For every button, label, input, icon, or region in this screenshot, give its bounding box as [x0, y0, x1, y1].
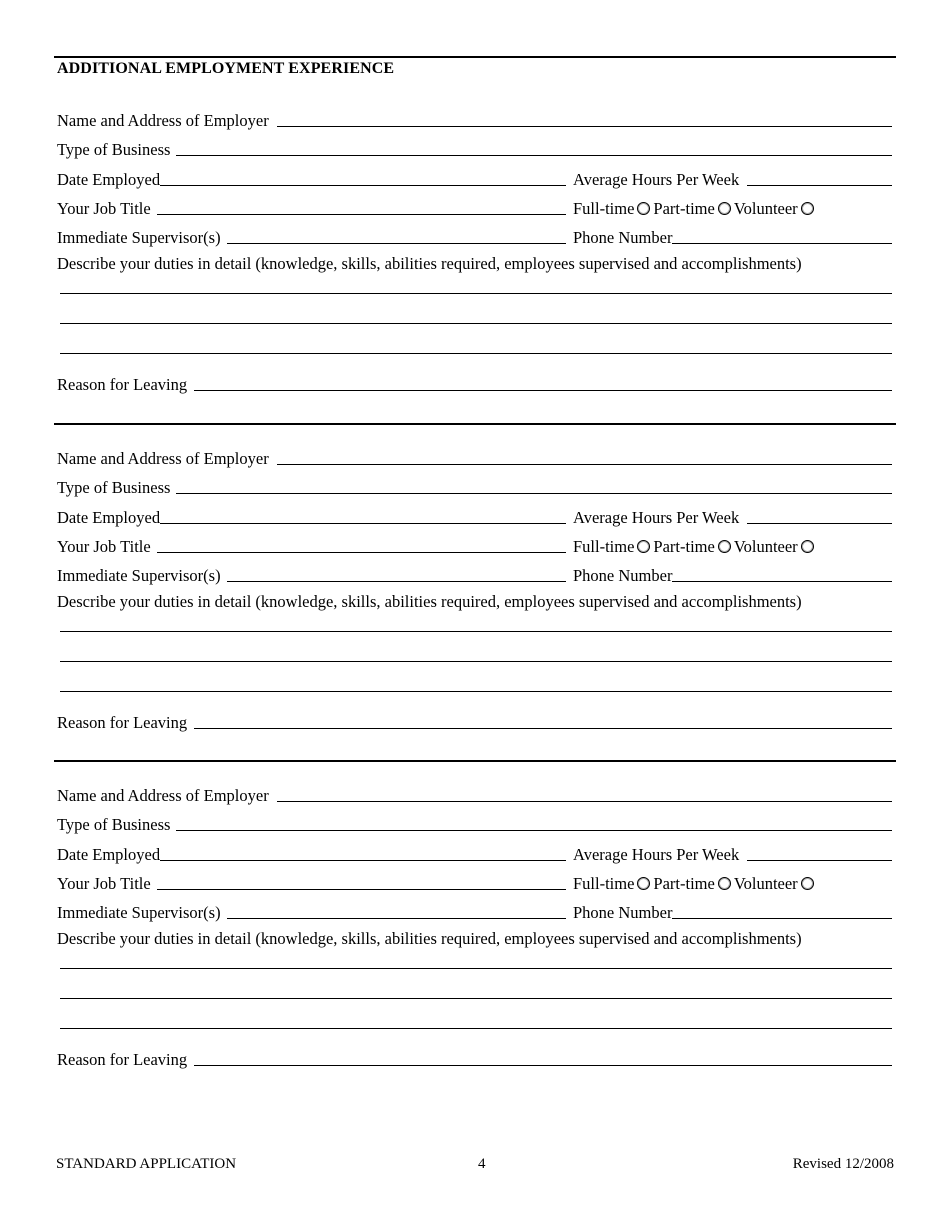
business-row	[57, 812, 892, 834]
reason-label: Reason for Leaving	[57, 713, 188, 732]
supervisor-input[interactable]	[227, 918, 566, 919]
reason-row	[57, 710, 892, 732]
hours-label: Average Hours Per Week	[573, 170, 740, 189]
title-row	[57, 534, 566, 556]
business-input[interactable]	[176, 493, 892, 494]
employment-type-row	[573, 534, 892, 556]
footer-left: STANDARD APPLICATION	[56, 1156, 237, 1172]
employer-label: Name and Address of Employer	[57, 449, 269, 468]
date-employed-input[interactable]	[160, 523, 566, 524]
parttime-radio-icon[interactable]	[718, 202, 731, 215]
fulltime-radio-icon[interactable]	[637, 202, 650, 215]
business-label: Type of Business	[57, 815, 171, 834]
employment-type-row	[573, 871, 892, 893]
business-row	[57, 475, 892, 497]
job-title-input[interactable]	[157, 889, 566, 890]
reason-row	[57, 372, 892, 394]
footer-page-number: 4	[478, 1156, 486, 1172]
reason-label: Reason for Leaving	[57, 1050, 188, 1069]
employer-input[interactable]	[277, 126, 892, 127]
duties-line-3[interactable]	[60, 353, 892, 354]
hours-label: Average Hours Per Week	[573, 845, 740, 864]
volunteer-option[interactable]	[734, 875, 817, 893]
duties-label: Describe your duties in detail (knowledge, skills, abilities required, employees supervised and accomplishments)	[57, 254, 802, 273]
hours-row	[573, 842, 892, 864]
hours-row	[573, 167, 892, 189]
section-divider	[54, 760, 896, 762]
hours-input[interactable]	[747, 860, 892, 861]
employer-row	[57, 783, 892, 805]
reason-row	[57, 1047, 892, 1069]
duties-line-1[interactable]	[60, 968, 892, 969]
parttime-radio-icon[interactable]	[718, 540, 731, 553]
reason-input[interactable]	[194, 390, 892, 391]
employer-label: Name and Address of Employer	[57, 111, 269, 130]
date-employed-label: Date Employed	[57, 845, 161, 864]
fulltime-label: Full-time	[573, 537, 635, 556]
parttime-radio-icon[interactable]	[718, 877, 731, 890]
volunteer-label: Volunteer	[733, 537, 798, 556]
fulltime-label: Full-time	[573, 199, 635, 218]
date-employed-label: Date Employed	[57, 508, 161, 527]
title-row	[57, 196, 566, 218]
business-input[interactable]	[176, 155, 892, 156]
phone-row	[573, 563, 892, 585]
date-employed-input[interactable]	[160, 860, 566, 861]
page-heading: ADDITIONAL EMPLOYMENT EXPERIENCE	[57, 60, 395, 77]
supervisor-input[interactable]	[227, 243, 566, 244]
date-row	[57, 505, 566, 527]
supervisor-label: Immediate Supervisor(s)	[57, 228, 221, 247]
duties-line-3[interactable]	[60, 1028, 892, 1029]
volunteer-radio-icon[interactable]	[801, 202, 814, 215]
volunteer-radio-icon[interactable]	[801, 540, 814, 553]
fulltime-option[interactable]	[573, 538, 653, 556]
supervisor-label: Immediate Supervisor(s)	[57, 903, 221, 922]
top-rule	[54, 56, 896, 58]
duties-line-3[interactable]	[60, 691, 892, 692]
job-title-label: Your Job Title	[57, 199, 151, 218]
hours-row	[573, 505, 892, 527]
employer-row	[57, 446, 892, 468]
job-title-label: Your Job Title	[57, 874, 151, 893]
duties-label: Describe your duties in detail (knowledge, skills, abilities required, employees supervised and accomplishments)	[57, 929, 802, 948]
job-title-input[interactable]	[157, 214, 566, 215]
supervisor-label: Immediate Supervisor(s)	[57, 566, 221, 585]
parttime-label: Part-time	[653, 199, 715, 218]
employer-row	[57, 108, 892, 130]
hours-label: Average Hours Per Week	[573, 508, 740, 527]
business-label: Type of Business	[57, 140, 171, 159]
fulltime-radio-icon[interactable]	[637, 540, 650, 553]
duties-line-1[interactable]	[60, 293, 892, 294]
job-title-input[interactable]	[157, 552, 566, 553]
reason-input[interactable]	[194, 728, 892, 729]
phone-label: Phone Number	[573, 903, 673, 922]
phone-label: Phone Number	[573, 566, 673, 585]
volunteer-option[interactable]	[734, 538, 817, 556]
date-employed-input[interactable]	[160, 185, 566, 186]
volunteer-option[interactable]	[734, 200, 817, 218]
employer-input[interactable]	[277, 464, 892, 465]
hours-input[interactable]	[747, 523, 892, 524]
section-divider	[54, 423, 896, 425]
volunteer-label: Volunteer	[733, 199, 798, 218]
phone-row	[573, 900, 892, 922]
duties-line-1[interactable]	[60, 631, 892, 632]
fulltime-option[interactable]	[573, 200, 653, 218]
phone-input[interactable]	[672, 581, 892, 582]
volunteer-radio-icon[interactable]	[801, 877, 814, 890]
phone-row	[573, 225, 892, 247]
hours-input[interactable]	[747, 185, 892, 186]
employment-type-row	[573, 196, 892, 218]
parttime-label: Part-time	[653, 537, 715, 556]
parttime-option[interactable]	[653, 538, 733, 556]
fulltime-option[interactable]	[573, 875, 653, 893]
reason-input[interactable]	[194, 1065, 892, 1066]
title-row	[57, 871, 566, 893]
supervisor-row	[57, 225, 566, 247]
employer-input[interactable]	[277, 801, 892, 802]
duties-line-2[interactable]	[60, 998, 892, 999]
business-row	[57, 137, 892, 159]
phone-input[interactable]	[672, 243, 892, 244]
date-row	[57, 167, 566, 189]
parttime-option[interactable]	[653, 875, 733, 893]
business-label: Type of Business	[57, 478, 171, 497]
volunteer-label: Volunteer	[733, 874, 798, 893]
duties-line-2[interactable]	[60, 323, 892, 324]
job-title-label: Your Job Title	[57, 537, 151, 556]
date-employed-label: Date Employed	[57, 170, 161, 189]
supervisor-row	[57, 900, 566, 922]
phone-label: Phone Number	[573, 228, 673, 247]
duties-label: Describe your duties in detail (knowledge, skills, abilities required, employees supervised and accomplishments)	[57, 592, 802, 611]
duties-line-2[interactable]	[60, 661, 892, 662]
fulltime-radio-icon[interactable]	[637, 877, 650, 890]
supervisor-input[interactable]	[227, 581, 566, 582]
parttime-label: Part-time	[653, 874, 715, 893]
parttime-option[interactable]	[653, 200, 733, 218]
fulltime-label: Full-time	[573, 874, 635, 893]
date-row	[57, 842, 566, 864]
employer-label: Name and Address of Employer	[57, 786, 269, 805]
business-input[interactable]	[176, 830, 892, 831]
reason-label: Reason for Leaving	[57, 375, 188, 394]
supervisor-row	[57, 563, 566, 585]
phone-input[interactable]	[672, 918, 892, 919]
footer-revised: Revised 12/2008	[792, 1156, 894, 1172]
